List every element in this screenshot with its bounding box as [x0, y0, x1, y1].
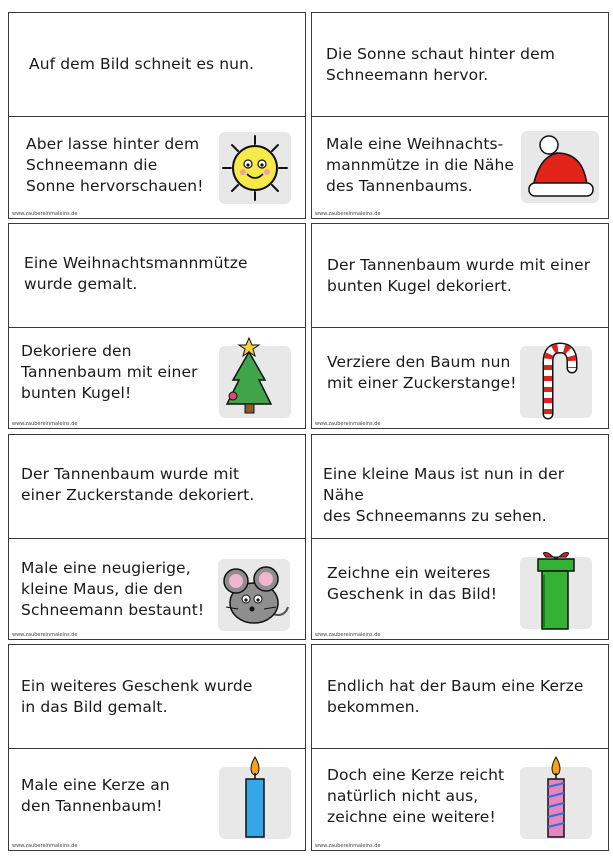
card-task-text: Aber lasse hinter dem Schneemann die Sonne hervorschauen!: [26, 135, 204, 195]
card-task-text: Male eine Weihnachts- mannmütze in die Nähe des Tannenbaums.: [326, 135, 515, 195]
footer-url: www.zaubereinmaleins.de: [315, 421, 381, 427]
card-status-half: [9, 224, 305, 328]
card-status-text: Der Tannenbaum wurde mit einer Zuckerstande dekoriert.: [21, 465, 255, 504]
santa-hat-icon: [521, 131, 599, 203]
blue-candle-icon: [219, 767, 291, 839]
footer-url: www.zaubereinmaleins.de: [315, 632, 381, 638]
task-card-7: [8, 644, 306, 851]
card-task-half: [9, 326, 305, 428]
card-status-half: [312, 645, 608, 749]
card-task-text: Male eine Kerze an den Tannenbaum!: [21, 776, 170, 815]
footer-url: www.zaubereinmaleins.de: [12, 421, 78, 427]
card-status-text: Die Sonne schaut hinter dem Schneemann hervor.: [326, 45, 555, 84]
card-task-text: Doch eine Kerze reicht natürlich nicht aus, zeichne eine weitere!: [327, 766, 505, 826]
christmas-tree-icon: [219, 346, 291, 418]
footer-url: www.zaubereinmaleins.de: [315, 843, 381, 849]
striped-candle-icon: [520, 767, 592, 839]
task-card-3: [8, 223, 306, 429]
card-status-text: Der Tannenbaum wurde mit einer bunten Kugel dekoriert.: [327, 256, 591, 295]
card-task-half: [312, 115, 608, 218]
card-status-text: Eine Weihnachtsmannmütze wurde gemalt.: [24, 254, 248, 293]
card-status-half: [9, 645, 305, 749]
card-status-text: Auf dem Bild schneit es nun.: [29, 55, 255, 73]
card-status-text: Ein weiteres Geschenk wurde in das Bild gemalt.: [21, 677, 253, 716]
card-task-text: Male eine neugierige, kleine Maus, die den Schneemann bestaunt!: [21, 559, 205, 619]
card-task-half: [312, 326, 608, 428]
task-card-2: [311, 12, 609, 219]
gift-icon: [520, 557, 592, 629]
card-task-text: Zeichne ein weiteres Geschenk in das Bild!: [327, 564, 498, 603]
card-task-half: [312, 537, 608, 639]
card-task-half: [9, 537, 305, 639]
footer-url: www.zaubereinmaleins.de: [12, 843, 78, 849]
card-task-half: [9, 747, 305, 850]
footer-url: www.zaubereinmaleins.de: [12, 211, 78, 217]
card-task-half: [9, 115, 305, 218]
card-task-text: Verziere den Baum nun mit einer Zuckerstange!: [327, 353, 517, 392]
task-card-1: [8, 12, 306, 219]
card-status-half: [9, 13, 305, 117]
footer-url: www.zaubereinmaleins.de: [12, 632, 78, 638]
mouse-icon: [218, 559, 290, 631]
card-status-text: Eine kleine Maus ist nun in der Nähe des Schneemanns zu sehen.: [323, 465, 565, 525]
sun-icon: [219, 132, 291, 204]
task-card-4: [311, 223, 609, 429]
card-status-half: [312, 13, 608, 117]
card-task-text: Dekoriere den Tannenbaum mit einer bunten Kugel!: [21, 342, 198, 402]
footer-url: www.zaubereinmaleins.de: [315, 211, 381, 217]
task-card-5: [8, 434, 306, 640]
card-status-half: [312, 435, 608, 539]
candy-cane-icon: [520, 346, 592, 418]
card-status-half: [312, 224, 608, 328]
card-status-half: [9, 435, 305, 539]
task-card-6: [311, 434, 609, 640]
card-task-half: [312, 747, 608, 850]
task-card-8: [311, 644, 609, 851]
card-status-text: Endlich hat der Baum eine Kerze bekommen.: [327, 677, 584, 716]
